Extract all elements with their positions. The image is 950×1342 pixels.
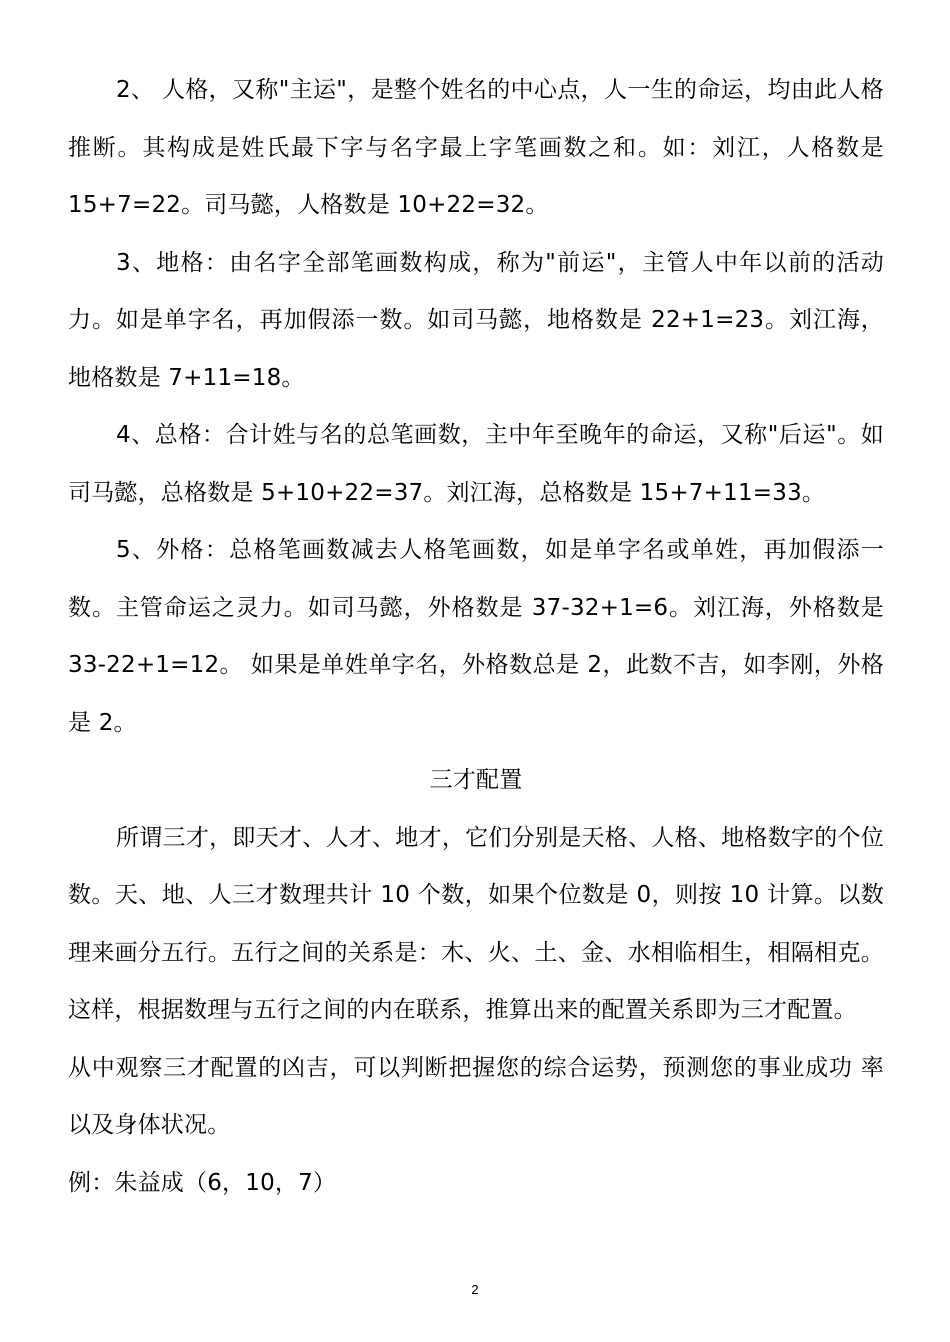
page-number: 2 [471, 1282, 479, 1297]
paragraph-renge: 2、 人格，又称"主运"，是整个姓名的中心点，人一生的命运，均由此人格推断。其构成是姓氏最下字与名字最上字笔画数之和。如：刘江，人格数是 15+7=22。司马懿，人格数是 10+22=32。 [68, 77, 884, 218]
section-heading: 三才配置 [429, 767, 523, 793]
paragraph-sancai-definition: 所谓三才，即天才、人才、地才，它们分别是天格、人格、地格数字的个位 数。天、地、人三才数理共计 10 个数，如果个位数是 0，则按 10 计算。以数理来画分五行。五行之间的关系是：木、火、土、金、水相临相生，相隔相克。这样，根据数理与五行之间的内在联系，推算出来的配置关系即为三才配置。 [68, 824, 884, 1023]
paragraph-waige: 5、外格：总格笔画数减去人格笔画数，如是单字名或单姓，再加假添一数。主管命运之灵力。如司马懿，外格数是 37-32+1=6。刘江海，外格数是 33-22+1=12。 如果是单姓单字名，外格数总是 2，此数不吉，如李刚，外格是 2。 [68, 537, 884, 736]
document-page [68, 62, 884, 1212]
paragraph-dige: 3、地格：由名字全部笔画数构成，称为"前运"，主管人中年以前的活动力。如是单字名，再加假添一数。如司马懿，地格数是 22+1=23。刘江海，地格数是 7+11=18。 [68, 249, 884, 391]
paragraph-example: 例：朱益成（6，10，7） [68, 1169, 337, 1196]
paragraph-zongge: 4、总格：合计姓与名的总笔画数，主中年至晚年的命运，又称"后运"。如司马懿，总格数是 5+10+22=37。刘江海，总格数是 15+7+11=33。 [68, 422, 884, 506]
paragraph-observation: 从中观察三才配置的凶吉，可以判断把握您的综合运势，预测您的事业成功 率以及身体状况。 [68, 1054, 884, 1138]
